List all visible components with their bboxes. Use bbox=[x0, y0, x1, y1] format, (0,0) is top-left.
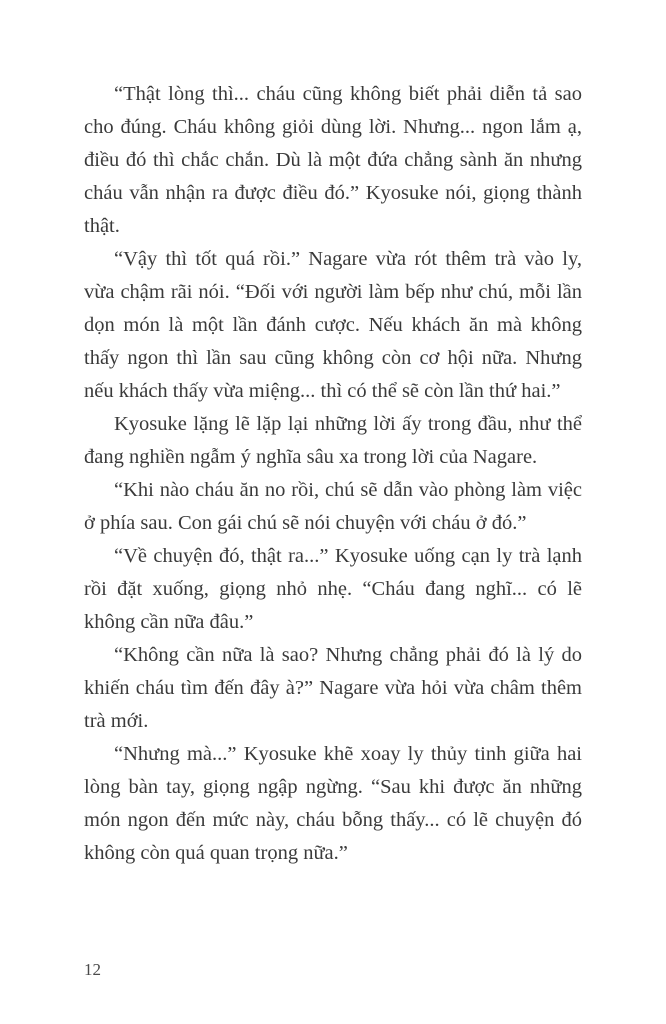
paragraph: “Thật lòng thì... cháu cũng không biết phải diễn tả sao cho đúng. Cháu không giỏi dùng lời. Nhưng... ngon lắm ạ, điều đó thì chắc chắn. Dù là một đứa chẳng sành ăn nhưng cháu vẫn nhận ra được điều đó.” Kyosuke nói, giọng thành thật. bbox=[84, 83, 582, 237]
paragraph: “Khi nào cháu ăn no rồi, chú sẽ dẫn vào phòng làm việc ở phía sau. Con gái chú sẽ nói chuyện với cháu ở đó.” bbox=[84, 479, 582, 534]
paragraph: “Nhưng mà...” Kyosuke khẽ xoay ly thủy tinh giữa hai lòng bàn tay, giọng ngập ngừng. “Sau khi được ăn những món ngon đến mức này, cháu bỗng thấy... có lẽ chuyện đó không còn quá quan trọng nữa.” bbox=[84, 743, 582, 864]
paragraph: “Về chuyện đó, thật ra...” Kyosuke uống cạn ly trà lạnh rồi đặt xuống, giọng nhỏ nhẹ. “Cháu đang nghĩ... có lẽ không cần nữa đâu.” bbox=[84, 545, 582, 633]
paragraph: Kyosuke lặng lẽ lặp lại những lời ấy trong đầu, như thể đang nghiền ngẫm ý nghĩa sâu xa trong lời của Nagare. bbox=[84, 413, 582, 468]
paragraph: “Không cần nữa là sao? Nhưng chẳng phải đó là lý do khiến cháu tìm đến đây à?” Nagare vừa hỏi vừa châm thêm trà mới. bbox=[84, 644, 582, 732]
page-number: 12 bbox=[84, 960, 101, 979]
paragraph: “Vậy thì tốt quá rồi.” Nagare vừa rót thêm trà vào ly, vừa chậm rãi nói. “Đối với người làm bếp như chú, mỗi lần dọn món là một lần đánh cược. Nếu khách ăn mà không thấy ngon thì lần sau cũng không còn cơ hội nữa. Nhưng nếu khách thấy vừa miệng... thì có thể sẽ còn lần thứ hai.” bbox=[84, 248, 582, 402]
page-text-block bbox=[84, 78, 582, 870]
